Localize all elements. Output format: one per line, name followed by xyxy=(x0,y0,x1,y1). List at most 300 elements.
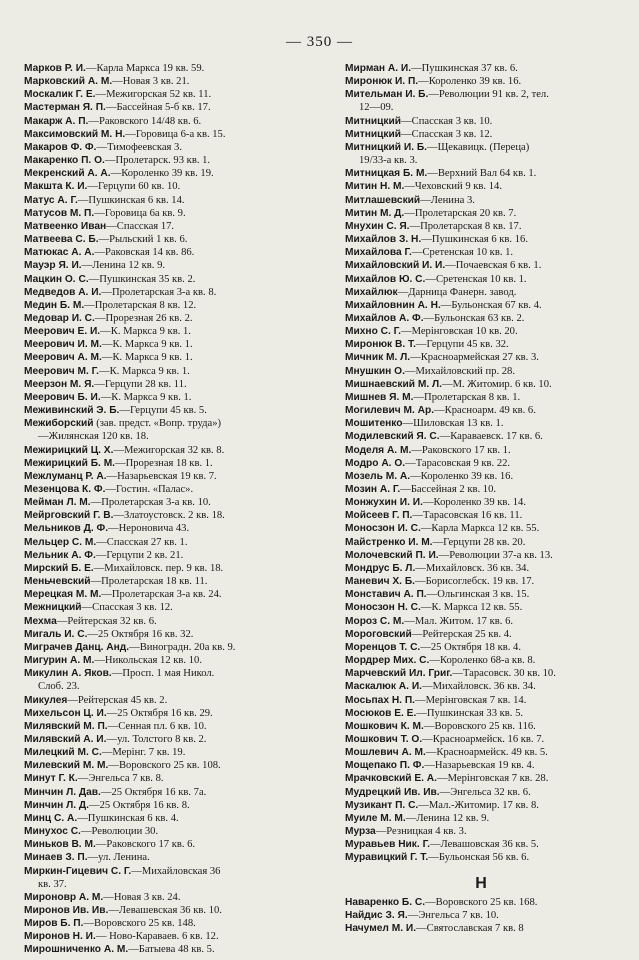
entry-name: Мирошниченко А. М. xyxy=(24,944,129,956)
entry-address: —Пушкинская 6 кв. 16. xyxy=(421,234,528,246)
directory-entry xyxy=(24,667,324,693)
entry-address: —Нероновича 43. xyxy=(108,523,190,535)
directory-entry xyxy=(345,220,617,233)
entry-address: —Пушкинская 6 кв. 14. xyxy=(77,194,185,206)
entry-name: Межлуманц Р. А. xyxy=(24,470,107,482)
directory-entry xyxy=(345,325,617,338)
entry-address: —Тимофеевская 3. xyxy=(96,141,183,153)
entry-name: Минут Г. К. xyxy=(24,773,78,785)
entry-address: —Спасская 3 кв. 12. xyxy=(81,602,173,614)
directory-entry xyxy=(24,601,324,614)
entry-address: —Прорезная 26 кв. 2. xyxy=(94,312,193,324)
directory-entry xyxy=(24,786,324,799)
entry-name: Меерович Е. И. xyxy=(24,326,101,338)
entry-address: —Короленко 39 кв. 16. xyxy=(410,470,514,482)
directory-entry xyxy=(24,180,324,193)
entry-address: —Спасская 27 кв. 1. xyxy=(96,536,188,548)
directory-entry xyxy=(24,628,324,641)
entry-name: Максимовский М. Н. xyxy=(24,128,126,140)
entry-name: Мошлевич А. М. xyxy=(345,747,426,759)
entry-name: Митин М. Д. xyxy=(345,207,405,219)
directory-entry xyxy=(345,851,617,864)
entry-name: Майстренко И. М. xyxy=(345,536,433,548)
entry-address: —К. Маркса 9 кв. 1. xyxy=(100,391,192,403)
entry-name: Мудрецкий Ив. Ив. xyxy=(345,786,440,798)
entry-address: —Красноарм. 49 кв. 6. xyxy=(434,405,536,417)
entry-name: Моренцов Т. С. xyxy=(345,641,421,653)
entry-address: —Герцупи 28 кв. 20. xyxy=(432,536,526,548)
entry-name: Марчевский Ил. Григ. xyxy=(345,668,453,680)
directory-entry xyxy=(345,391,617,404)
entry-address: —Спасская 17. xyxy=(106,220,175,232)
directory-entry xyxy=(345,365,617,378)
directory-entry xyxy=(345,115,617,128)
directory-entry xyxy=(24,325,324,338)
entry-name: Макшта К. И. xyxy=(24,181,88,193)
entry-name: Маневич Х. Б. xyxy=(345,576,415,588)
entry-name: Михельсон Ц. И. xyxy=(24,707,107,719)
entry-name: Миграчев Данц. Анд. xyxy=(24,641,130,653)
entry-name: Митницкая Б. М. xyxy=(345,168,428,180)
entry-address: —Пролетарская 8 кв. 1. xyxy=(413,391,521,403)
entry-name: Муиле М. М. xyxy=(345,812,406,824)
directory-entry xyxy=(345,457,617,470)
directory-entry xyxy=(345,312,617,325)
entry-name: Мошкович К. М. xyxy=(345,720,424,732)
entry-address-continuation: 19/33-а кв. 3. xyxy=(359,155,418,167)
directory-entry xyxy=(24,549,324,562)
entry-name: Медведов А. И. xyxy=(24,286,102,298)
entry-address: —Межигорская 32 кв. 8. xyxy=(113,444,225,456)
directory-entry xyxy=(345,654,617,667)
entry-name: Мосьпах Н. П. xyxy=(345,694,415,706)
entry-address-continuation: 12—09. xyxy=(359,102,394,114)
entry-name: Муравьев Ник. Г. xyxy=(345,839,430,851)
directory-entry xyxy=(24,338,324,351)
entry-address: —Златоустовск. 2 кв. 18. xyxy=(113,510,225,522)
entry-address: —Новая 3 кв. 24. xyxy=(103,891,181,903)
entry-name: Михайлов З. Н. xyxy=(345,234,422,246)
entry-address: —Михайловск. 36 кв. 34. xyxy=(415,562,530,574)
entry-name: Мейрговский Г. В. xyxy=(24,510,114,522)
entry-name: Меерзон М. Я. xyxy=(24,378,95,390)
entry-name: Михайлов А. Ф. xyxy=(345,312,424,324)
directory-entry xyxy=(345,812,617,825)
entry-name: Меньчевский xyxy=(24,576,91,588)
directory-entry xyxy=(24,575,324,588)
entry-name: Москалик Г. Е. xyxy=(24,89,96,101)
entry-name: Митницкий xyxy=(345,128,402,140)
entry-address: —Пролетарская 8 кв. 12. xyxy=(84,299,197,311)
entry-address: —Пролетарская 8 кв. 17. xyxy=(409,220,522,232)
entry-name: Медин Б. М. xyxy=(24,299,85,311)
entry-address: —Ленина 12 кв. 9. xyxy=(81,260,166,272)
entry-address: —Пролетарская 3-а кв. 8. xyxy=(101,286,217,298)
directory-entry xyxy=(24,404,324,417)
directory-entry xyxy=(24,904,324,917)
entry-address: —Шиловская 13 кв. 1. xyxy=(402,418,504,430)
directory-entry xyxy=(345,536,617,549)
directory-entry xyxy=(345,470,617,483)
entry-name: Мастерман Я. П. xyxy=(24,102,106,114)
entry-name: Наваренко Б. С. xyxy=(345,896,426,908)
entry-address: —Спасская 3 кв. 10. xyxy=(401,115,493,127)
entry-address: —Бульонская 63 кв. 2. xyxy=(423,312,525,324)
entry-address: —Пролетарская 3-а кв. 24. xyxy=(101,589,222,601)
entry-address: —Красноармейская 27 кв. 3. xyxy=(410,352,539,364)
entry-name: Микулин А. Яков. xyxy=(24,668,112,680)
directory-entry xyxy=(24,378,324,391)
directory-entry xyxy=(345,246,617,259)
entry-name: Миронов Ив. Ив. xyxy=(24,905,109,916)
entry-name: Мошитенко xyxy=(345,418,403,430)
entry-name: Могилевич М. Ар. xyxy=(345,405,435,417)
entry-address: —К. Маркса 9 кв. 1. xyxy=(100,326,191,338)
entry-address-continuation: Слоб. 23. xyxy=(38,681,80,693)
directory-entry xyxy=(345,286,617,299)
entry-address: —Тарасовская 9 кв. 22. xyxy=(405,457,511,469)
entry-address: —Герцупи 2 кв. 21. xyxy=(95,549,184,561)
entry-address-continuation: —Жилянская 120 кв. 18. xyxy=(38,431,149,443)
entry-name: Макарж А. П. xyxy=(24,115,89,127)
entry-address: —Пролетарск. 93 кв. 1. xyxy=(104,155,211,167)
directory-entry xyxy=(24,457,324,470)
entry-address: —Карла Маркса 19 кв. 59. xyxy=(85,63,205,74)
entry-address: —Революции 37-а кв. 13. xyxy=(438,549,553,561)
directory-entry xyxy=(345,259,617,272)
entry-address: —Назарьевская 19 кв. 4. xyxy=(424,760,535,772)
entry-address: —Пушкинская 33 кв. 5. xyxy=(416,707,524,719)
directory-entry xyxy=(24,483,324,496)
directory-entry xyxy=(24,220,324,233)
entry-address: —Мал. Житом. 17 кв. 6. xyxy=(404,615,514,627)
directory-entry xyxy=(345,641,617,654)
directory-entry xyxy=(24,273,324,286)
directory-entry xyxy=(24,233,324,246)
entry-name: Межирицкий Ц. Х. xyxy=(24,444,114,456)
entry-address: (зав. предст. «Вопр. труда») xyxy=(93,418,222,430)
entry-name: Найдис З. Я. xyxy=(345,909,408,921)
entry-address: —Щекавицк. (Переца) xyxy=(427,141,530,153)
directory-entry xyxy=(24,943,324,956)
directory-entry xyxy=(24,641,324,654)
directory-entry xyxy=(24,838,324,851)
directory-entry xyxy=(24,417,324,443)
directory-entry xyxy=(24,88,324,101)
entry-name: Мошкович Т. О. xyxy=(345,733,423,745)
directory-entry xyxy=(345,733,617,746)
directory-entry xyxy=(24,654,324,667)
entry-name: Михайлова Г. xyxy=(345,247,412,259)
directory-entry xyxy=(345,404,617,417)
directory-entry xyxy=(345,483,617,496)
directory-entry xyxy=(345,299,617,312)
entry-name: Мирский Б. Е. xyxy=(24,562,94,574)
directory-entry xyxy=(345,378,617,391)
directory-entry xyxy=(345,88,617,114)
entry-address: —Рейтерская 32 кв. 6. xyxy=(56,615,157,627)
directory-entry xyxy=(345,273,617,286)
entry-address: —Никольская 12 кв. 10. xyxy=(94,655,202,667)
entry-address: —Левашевская 36 кв. 10. xyxy=(108,905,222,916)
entry-name: Матвеева С. Б. xyxy=(24,234,99,246)
entry-name: Мезенцова К. Ф. xyxy=(24,484,106,495)
directory-entry xyxy=(24,207,324,220)
entry-address: —Мерінг. 7 кв. 19. xyxy=(101,747,186,759)
directory-entry xyxy=(24,141,324,154)
directory-entry xyxy=(345,180,617,193)
entry-name: Мацкин О. С. xyxy=(24,273,89,285)
entry-name: Мигурин А. М. xyxy=(24,655,95,667)
entry-name: Моносзон Н. С. xyxy=(345,602,421,614)
directory-entry xyxy=(24,444,324,457)
entry-name: Митницкий И. Б. xyxy=(345,141,428,153)
directory-entry xyxy=(24,128,324,141)
right-column-entries-after-section xyxy=(345,896,617,935)
directory-entry xyxy=(24,391,324,404)
entry-name: Миронюк В. Т. xyxy=(345,339,416,351)
entry-address: —Воровского 25 кв. 168. xyxy=(425,896,538,908)
entry-name: Мондрус Б. Л. xyxy=(345,562,416,574)
directory-entry xyxy=(24,759,324,772)
directory-entry xyxy=(24,509,324,522)
entry-name: Межирицкий Б. М. xyxy=(24,457,116,469)
entry-name: Милявский М. П. xyxy=(24,720,108,732)
entry-address: —Почаевская 6 кв. 1. xyxy=(445,260,542,272)
directory-entry xyxy=(24,694,324,707)
entry-name: Микулея xyxy=(24,694,68,706)
entry-name: Минухос С. xyxy=(24,826,81,838)
entry-address: —25 Октября 16 кв. 32. xyxy=(87,628,194,640)
directory-entry xyxy=(345,680,617,693)
entry-address: —Борисоглебск. 19 кв. 17. xyxy=(414,576,535,588)
entry-name: Модилевский Я. С. xyxy=(345,431,440,443)
entry-name: Марковский А. М. xyxy=(24,76,113,88)
directory-entry xyxy=(24,259,324,272)
entry-name: Меерович М. Г. xyxy=(24,365,100,377)
directory-entry xyxy=(24,365,324,378)
directory-entry xyxy=(24,733,324,746)
directory-entry xyxy=(24,825,324,838)
directory-entry xyxy=(345,922,617,935)
entry-name: Митин Н. М. xyxy=(345,181,405,193)
directory-entry xyxy=(345,575,617,588)
entry-address: —Спасская 3 кв. 12. xyxy=(401,128,493,140)
entry-address: —Герцупи 60 кв. 10. xyxy=(87,181,181,193)
entry-address: —Межигорская 52 кв. 11. xyxy=(95,89,212,101)
entry-name: Мичник М. Л. xyxy=(345,352,411,364)
entry-address: —Короленко 39 кв. 14. xyxy=(422,497,526,509)
directory-entry xyxy=(345,896,617,909)
entry-address: —Воровского 25 кв. 116. xyxy=(423,720,536,732)
directory-entry xyxy=(345,509,617,522)
directory-entry xyxy=(345,799,617,812)
directory-entry xyxy=(24,75,324,88)
entry-address: —Воровского 25 кв. 108. xyxy=(108,760,221,772)
entry-name: Мороз С. М. xyxy=(345,615,405,627)
entry-name: Михайлов Ю. С. xyxy=(345,273,426,285)
entry-name: Мишнев Я. М. xyxy=(345,391,414,403)
entry-address: —Раковского 14/48 кв. 6. xyxy=(88,115,202,127)
entry-name: Мекренский А. А. xyxy=(24,168,111,180)
entry-name: Мительман И. Б. xyxy=(345,89,429,101)
entry-name: Мауэр Я. И. xyxy=(24,260,82,272)
entry-address: —25 Октября 18 кв. 4. xyxy=(420,641,521,653)
directory-entry xyxy=(345,601,617,614)
entry-name: Миронов Н. И. xyxy=(24,931,96,943)
entry-name: Михайловский И. И. xyxy=(345,260,446,272)
entry-name: Меерович А. М. xyxy=(24,352,102,364)
directory-entry xyxy=(24,812,324,825)
entry-address: —Раковского 17 кв. 6. xyxy=(95,839,196,851)
entry-name: Матюкас А. А. xyxy=(24,247,95,259)
entry-address: —Батыева 48 кв. 5. xyxy=(128,944,215,956)
entry-address: —Горовица 6-а кв. 15. xyxy=(125,128,226,140)
entry-name: Михайлюк xyxy=(345,286,398,298)
entry-address: —Короленко 68-а кв. 8. xyxy=(429,655,536,667)
entry-address: —Герцупи 45 кв. 5. xyxy=(119,405,207,417)
entry-address: —Пушкинская 35 кв. 2. xyxy=(88,273,196,285)
entry-name: Начумел М. И. xyxy=(345,923,417,934)
entry-address: —Бульонская 56 кв. 6. xyxy=(428,852,530,864)
entry-name: Медовар И. С. xyxy=(24,312,95,324)
directory-entry xyxy=(345,759,617,772)
entry-address: —Виноградн. 20а кв. 9. xyxy=(129,641,236,653)
left-column xyxy=(24,62,324,957)
entry-name: Межницкий xyxy=(24,602,82,614)
entry-address: —Энгельса 32 кв. 6. xyxy=(439,786,531,798)
entry-address: —Революции 91 кв. 2, тел. xyxy=(428,89,549,101)
entry-name: Мейман Л. М. xyxy=(24,497,91,509)
entry-name: Мощепако П. Ф. xyxy=(345,760,425,772)
entry-name: Моносзон И. С. xyxy=(345,523,421,535)
directory-entry xyxy=(24,167,324,180)
directory-entry xyxy=(24,588,324,601)
directory-entry xyxy=(345,772,617,785)
entry-name: Мурза xyxy=(345,826,376,838)
entry-address: —Чеховский 9 кв. 14. xyxy=(404,181,502,193)
entry-name: Музикант П. С. xyxy=(345,799,419,811)
entry-address: —Прорезная 18 кв. 1. xyxy=(115,457,213,469)
entry-name: Молочевский П. И. xyxy=(345,549,439,561)
right-column xyxy=(345,62,617,935)
entry-address: —Раковская 14 кв. 86. xyxy=(94,247,195,259)
directory-entry xyxy=(345,194,617,207)
directory-entry xyxy=(24,115,324,128)
entry-address: —Герцупи 28 кв. 11. xyxy=(94,378,187,390)
entry-address: —Воровского 25 кв. 148. xyxy=(83,918,196,930)
entry-address: —Пролетарская 18 кв. 11. xyxy=(90,576,208,588)
entry-address: —Раковского 17 кв. 1. xyxy=(411,444,511,456)
directory-entry xyxy=(345,786,617,799)
directory-entry xyxy=(24,536,324,549)
entry-name: Миров Б. П. xyxy=(24,918,84,930)
entry-name: Мнушкин О. xyxy=(345,365,405,377)
entry-name: Митлашевский xyxy=(345,194,421,206)
entry-name: Муравицкий Г. Т. xyxy=(345,852,429,864)
entry-name: Межиборский xyxy=(24,418,94,430)
entry-address: —Рейтерская 45 кв. 2. xyxy=(67,694,168,706)
directory-entry xyxy=(24,865,324,891)
entry-name: Мозель М. А. xyxy=(345,470,411,482)
section-letter: Н xyxy=(475,874,487,892)
page-number: — 350 — xyxy=(286,34,353,50)
directory-entry xyxy=(345,496,617,509)
entry-address: —Сретенская 10 кв. 1. xyxy=(411,247,514,259)
entry-name: Милевский М. М. xyxy=(24,760,109,772)
directory-entry xyxy=(345,720,617,733)
entry-name: Мороговский xyxy=(345,628,412,640)
directory-entry xyxy=(345,417,617,430)
entry-address: —Бассейная 5-б кв. 17. xyxy=(105,102,211,114)
entry-address: —М. Житомир. 6 кв. 10. xyxy=(441,378,552,390)
entry-address: —Красноармейск. 16 кв. 7. xyxy=(422,733,545,745)
entry-name: Митницкий xyxy=(345,115,402,127)
directory-entry xyxy=(345,615,617,628)
entry-name: Матусов М. П. xyxy=(24,207,95,219)
directory-entry xyxy=(24,62,324,75)
directory-entry xyxy=(24,772,324,785)
directory-entry xyxy=(24,299,324,312)
entry-name: Мордрер Мих. С. xyxy=(345,655,430,667)
entry-name: Мехма xyxy=(24,615,57,627)
entry-name: Мозин А. Г. xyxy=(345,484,401,495)
entry-address: —К. Маркса 9 кв. 1. xyxy=(101,352,193,364)
entry-name: Мрачковский Е. А. xyxy=(345,773,437,785)
entry-address: —Бассейная 2 кв. 10. xyxy=(400,484,497,495)
entry-name: Милявский А. И. xyxy=(24,733,107,745)
entry-address: —Караваевск. 17 кв. 6. xyxy=(439,431,543,443)
entry-address: —Энгельса 7 кв. 8. xyxy=(77,773,164,785)
entry-name: Матвеенко Иван xyxy=(24,220,107,232)
entry-address: —Верхний Вал 64 кв. 1. xyxy=(427,168,537,180)
entry-address: —Рыльский 1 кв. 6. xyxy=(98,234,188,246)
entry-name: Мирман А. И. xyxy=(345,63,412,74)
entry-address: —Сенная пл. 6 кв. 10. xyxy=(107,720,207,732)
entry-name: Минчин Л. Дав. xyxy=(24,786,101,798)
entry-name: Макаров Ф. Ф. xyxy=(24,141,97,153)
entry-address: —Михайловск. пер. 9 кв. 18. xyxy=(93,562,224,574)
entry-address: —Ленина 12 кв. 9. xyxy=(405,812,490,824)
entry-name: Модро А. О. xyxy=(345,457,406,469)
directory-entry xyxy=(24,930,324,943)
entry-address: —Горовица 6а кв. 9. xyxy=(94,207,186,219)
entry-name: Мельник А. Ф. xyxy=(24,549,96,561)
entry-address: —Революции 30. xyxy=(80,826,159,838)
entry-name: Минаев З. П. xyxy=(24,852,88,864)
entry-address: —Рейтерская 25 кв. 4. xyxy=(411,628,512,640)
directory-entry xyxy=(24,799,324,812)
entry-address: —Михайловский пр. 28. xyxy=(404,365,515,377)
directory-entry xyxy=(24,746,324,759)
directory-entry xyxy=(345,62,617,75)
entry-address: —Пушкинская 37 кв. 6. xyxy=(411,63,518,74)
entry-name: Мироновр А. М. xyxy=(24,891,104,903)
entry-name: Милецкий М. С. xyxy=(24,747,102,759)
directory-entry xyxy=(24,194,324,207)
entry-address: —К. Маркса 12 кв. 55. xyxy=(420,602,523,614)
entry-address: —Ольгинская 3 кв. 15. xyxy=(426,589,530,601)
directory-entry xyxy=(345,825,617,838)
entry-address: —Короленко 39 кв. 19. xyxy=(110,168,214,180)
entry-address: —Мерінговская 7 кв. 14. xyxy=(415,694,527,706)
directory-entry xyxy=(345,128,617,141)
entry-address: — Ново-Караваев. 6 кв. 12. xyxy=(95,931,219,943)
entry-address: —Пролетарская 3-а кв. 10. xyxy=(90,497,211,509)
entry-name: Моделя А. М. xyxy=(345,444,412,456)
directory-entry xyxy=(345,707,617,720)
directory-entry xyxy=(24,154,324,167)
